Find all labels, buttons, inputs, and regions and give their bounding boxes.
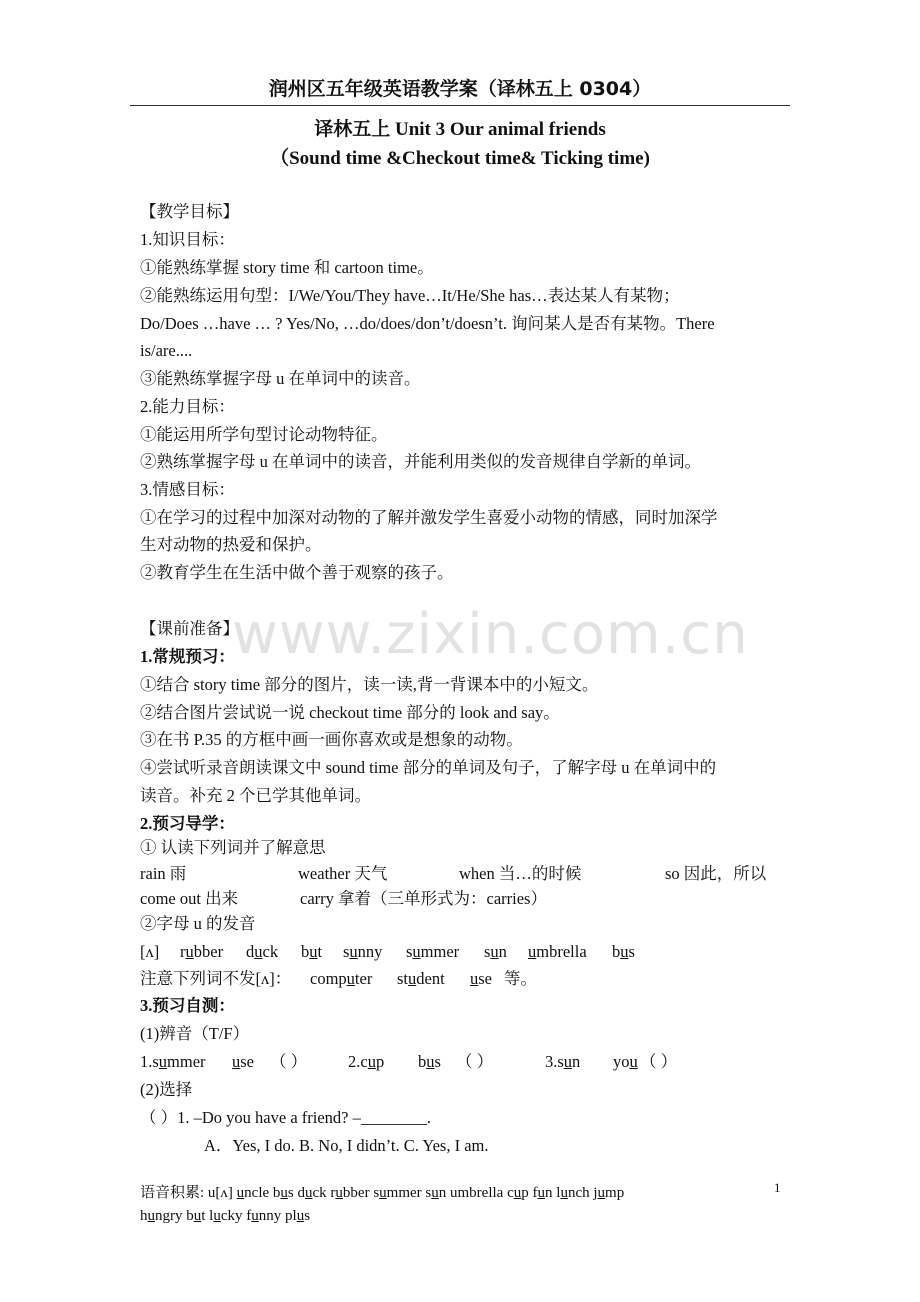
footer-word: plus [285, 1208, 311, 1224]
page-header-title: 润州区五年级英语教学案（译林五上 0304） [268, 78, 652, 100]
vocab-row-1 [140, 864, 790, 884]
tf-item: 3.sun [545, 1052, 581, 1071]
tf-items-row [140, 1052, 790, 1072]
vocab-row-2 [140, 889, 790, 909]
choice-options-1[interactable]: A．Yes, I do. B. No, I didn’t. C. Yes, I am. [204, 1136, 489, 1155]
knowledge-item-3: ③能熟练掌握字母 u 在单词中的读音。 [140, 369, 421, 388]
footer-word: lucky [209, 1208, 243, 1224]
self-test-heading: 3.预习自测： [140, 996, 235, 1015]
page-number: 1 [774, 1180, 781, 1195]
tf-word: you [613, 1052, 638, 1071]
ability-item-1: ①能运用所学句型讨论动物特征。 [140, 425, 388, 444]
knowledge-item-2a: ②能熟练运用句型：I/We/You/They have…It/He/She has…表达某人有某物； [140, 286, 680, 305]
u-word: duck [246, 942, 279, 961]
emotion-item-2: ②教育学生在生活中做个善于观察的孩子。 [140, 563, 454, 582]
footer-word: cup [507, 1185, 529, 1201]
guide-item-1: ① 认读下列词并了解意思 [140, 838, 326, 857]
lesson-subtitle: （Sound time &Checkout time& Ticking time) [270, 148, 650, 169]
note-prefix: 注意下列词不发[ʌ]： [140, 969, 292, 988]
footer-word: umbrella [450, 1185, 504, 1201]
u-word: sunny [343, 942, 383, 961]
footer-word: summer [373, 1185, 422, 1201]
phonetic-symbol: [ʌ] [140, 942, 160, 961]
u-word: sun [484, 942, 507, 961]
u-sound-words [140, 942, 790, 962]
exception-word: computer [310, 969, 373, 988]
footer-word: rubber [330, 1185, 370, 1201]
routine-heading: 1.常规预习： [140, 647, 235, 666]
emotion-item-1b: 生对动物的热爱和保护。 [140, 535, 322, 554]
ability-item-2: ②熟练掌握字母 u 在单词中的读音，并能利用类似的发音规律自学新的单词。 [140, 452, 701, 471]
footer-word: bus [272, 1185, 294, 1201]
lesson-title: 译林五上 Unit 3 Our animal friends [314, 119, 606, 140]
footer-line-1 [140, 1182, 624, 1204]
tf-heading: (1)辨音（T/F） [140, 1024, 250, 1043]
vocab-item: so 因此，所以 [665, 864, 767, 883]
emotion-heading: 3.情感目标： [140, 480, 235, 499]
tf-answer-blank[interactable]: （ ） [270, 1052, 308, 1071]
exception-word: student [397, 969, 445, 988]
u-word: umbrella [528, 942, 587, 961]
footer-word: fun [532, 1185, 553, 1201]
u-word: summer [406, 942, 460, 961]
footer-word: lunch [556, 1185, 590, 1201]
tf-answer-blank[interactable]: （ ） [640, 1052, 678, 1071]
u-word: but [301, 942, 323, 961]
header-rule [130, 105, 790, 106]
note-suffix: 等。 [504, 969, 537, 988]
footer-word: duck [297, 1185, 327, 1201]
tf-word: use [232, 1052, 254, 1071]
footer-word: but [186, 1208, 206, 1224]
objectives-heading: 【教学目标】 [140, 202, 239, 221]
routine-item-1: ①结合 story time 部分的图片，读一读,背一背课本中的小短文。 [140, 675, 599, 694]
footer-word: sun [425, 1185, 447, 1201]
footer-word: hungry [140, 1208, 183, 1224]
footer-word: jump [593, 1185, 625, 1201]
vocab-item: when 当…的时候 [459, 864, 582, 883]
vocab-item: come out 出来 [140, 889, 239, 908]
routine-item-4a: ④尝试听录音朗读课文中 sound time 部分的单词及句子，了解字母 u 在单词中的 [140, 758, 717, 777]
u-word: bus [612, 942, 635, 961]
guide-heading: 2.预习导学： [140, 814, 235, 833]
routine-item-3: ③在书 P.35 的方框中画一画你喜欢或是想象的动物。 [140, 730, 523, 749]
choice-heading: (2)选择 [140, 1080, 193, 1099]
emotion-item-1a: ①在学习的过程中加深对动物的了解并激发学生喜爱小动物的情感，同时加深学 [140, 508, 718, 527]
u-word: rubber [180, 942, 224, 961]
watermark: www.zixin.com.cn [232, 602, 749, 667]
footer-word: funny [246, 1208, 282, 1224]
exception-word: use [470, 969, 492, 988]
knowledge-item-2b: Do/Does …have … ? Yes/No, …do/does/don’t/doesn’t. 询问某人是否有某物。There [140, 314, 715, 333]
choice-question-1[interactable]: （ ）1. –Do you have a friend? –________. [140, 1108, 431, 1127]
vocab-item: rain 雨 [140, 864, 187, 883]
knowledge-item-2c: is/are.... [140, 341, 193, 360]
ability-heading: 2.能力目标： [140, 397, 235, 416]
vocab-item: carry 拿着（三单形式为：carries） [300, 889, 547, 908]
footer-word: uncle [236, 1185, 270, 1201]
vocab-item: weather 天气 [298, 864, 388, 883]
knowledge-heading: 1.知识目标： [140, 230, 235, 249]
guide-item-2: ②字母 u 的发音 [140, 914, 256, 933]
tf-answer-blank[interactable]: （ ） [456, 1052, 494, 1071]
footer-line-2 [140, 1205, 310, 1227]
exception-note [140, 969, 790, 989]
knowledge-item-1: ①能熟练掌握 story time 和 cartoon time。 [140, 258, 434, 277]
tf-item: 2.cup [348, 1052, 385, 1071]
routine-item-4b: 读音。补充 2 个已学其他单词。 [140, 786, 371, 805]
routine-item-2: ②结合图片尝试说一说 checkout time 部分的 look and say。 [140, 703, 560, 722]
tf-item: 1.summer [140, 1052, 206, 1071]
prep-heading: 【课前准备】 [140, 619, 239, 638]
tf-word: bus [418, 1052, 441, 1071]
footer-prefix: 语音积累: u[ʌ] [140, 1185, 237, 1201]
